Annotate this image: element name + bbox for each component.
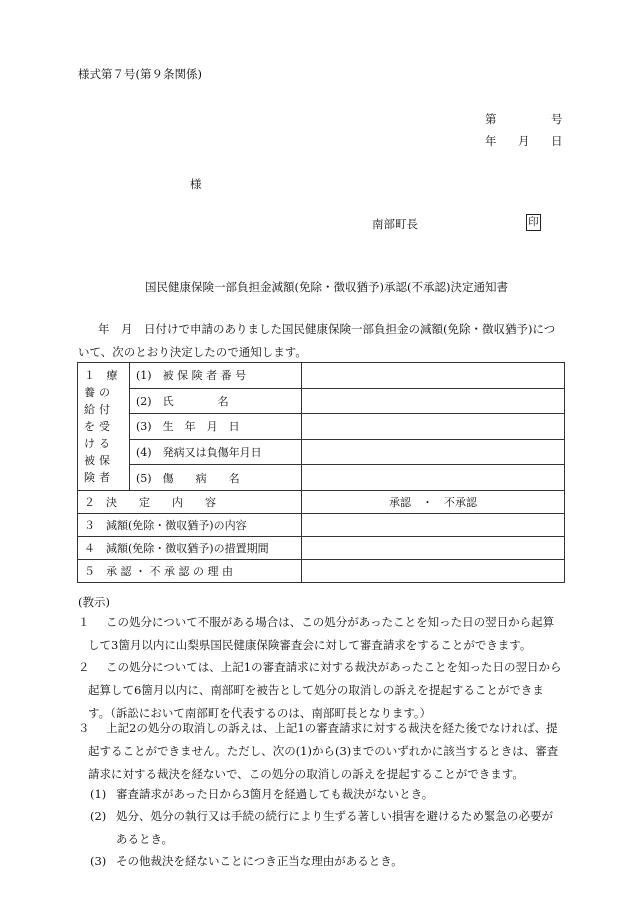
note-text: この処分については、上記1の審査請求に対する裁決があったことを知った日の翌日から起算して6箇月以内に、南部町を被告として処分の取消しの訴えを提起することができます。（訴訟において南部町を代表するのは、南部町長となります。）: [88, 660, 562, 720]
row-value-onset-date: [302, 439, 565, 465]
note-item: [78, 656, 564, 725]
table-row: [78, 414, 565, 440]
document-title: 国民健康保険一部負担金減額(免除・徴収猶予)承認(不承認)決定通知書: [145, 280, 508, 294]
note-number: ２: [78, 660, 90, 674]
row-value-name: [302, 388, 565, 414]
row-label-disease-name: (5) 傷 病 名: [130, 465, 302, 491]
note-item: [78, 611, 564, 657]
row-value-reason: [302, 560, 565, 583]
date-month: 月: [518, 134, 530, 148]
sub-item-text: 審査請求があった日から3箇月を経過しても裁決がないとき。: [116, 787, 434, 801]
date-day: 日: [551, 134, 563, 148]
table-row: [78, 363, 565, 389]
row-label-birthdate: (3) 生 年 月 日: [130, 414, 302, 440]
note-number: １: [78, 615, 90, 629]
notes-heading: (教示): [78, 595, 110, 609]
table-row: [78, 560, 565, 583]
intro-paragraph: 年 月 日付けで申請のありました国民健康保険一部負担金の減額(免除・徴収猶予)について、次のとおり決定したので通知します。: [78, 322, 556, 359]
note-item: [78, 717, 564, 786]
issue-date: [485, 133, 563, 149]
addressee-honorific: 様: [190, 177, 202, 191]
note-sub-item: [90, 850, 560, 873]
sub-item-text: 処分、処分の執行又は手続の続行により生ずる著しい損害を避けるため緊急の必要があるとき。: [116, 809, 553, 846]
document-number-suffix: 号: [551, 112, 563, 126]
table-row: [78, 537, 565, 560]
row-label-onset-date: (4) 発病又は負傷年月日: [130, 439, 302, 465]
table-row: [78, 388, 565, 414]
date-year: 年: [485, 134, 497, 148]
row-label-reason: ５ 承 認 ・ 不 承 認 の 理 由: [78, 560, 302, 583]
sub-item-number: (2): [90, 809, 107, 823]
row-value-reduction-period: [302, 537, 565, 560]
row-value-birthdate: [302, 414, 565, 440]
sub-item-number: (1): [90, 787, 107, 801]
table-row: [78, 491, 565, 514]
row-label-decision: ２ 決 定 内 容: [78, 491, 302, 514]
note-text: この処分について不服がある場合は、この処分があったことを知った日の翌日から起算して3箇月以内に山梨県国民健康保険審査会に対して審査請求をすることができます。: [88, 615, 555, 652]
row-value-insured-number: [302, 363, 565, 389]
note-text: 上記2の処分の取消しの訴えは、上記1の審査請求に対する裁決を経た後でなければ、提起することができません。ただし、次の(1)から(3)までのいずれかに該当するときは、審査請求に対する裁決を経ないで、この処分の取消しの訴えを提起することができます。: [88, 721, 559, 781]
row-label-reduction-content: ３ 減額(免除・徴収猶予)の内容: [78, 514, 302, 537]
form-number: 様式第７号(第９条関係): [78, 67, 202, 81]
table-row: [78, 514, 565, 537]
detail-table: [77, 362, 565, 583]
note-number: ３: [78, 721, 90, 735]
row-value-decision: 承認 ・ 不承認: [302, 491, 565, 514]
note-sub-item: [90, 805, 560, 851]
seal-mark: 印: [526, 214, 541, 231]
row-label-insured-number: (1) 被 保 険 者 番 号: [130, 363, 302, 389]
insured-group-label: １ 療養の給付を受ける被保険者: [78, 363, 130, 491]
table-row: [78, 439, 565, 465]
row-label-reduction-period: ４ 減額(免除・徴収猶予)の措置期間: [78, 537, 302, 560]
note-sub-item: [90, 783, 560, 806]
row-value-reduction-content: [302, 514, 565, 537]
issuer-title: 南部町長: [372, 217, 418, 231]
table-row: [78, 465, 565, 491]
row-value-disease-name: [302, 465, 565, 491]
document-number-label: 第: [485, 112, 497, 126]
sub-item-number: (3): [90, 854, 107, 868]
row-label-name: (2) 氏 名: [130, 388, 302, 414]
sub-item-text: その他裁決を経ないことにつき正当な理由があるとき。: [116, 854, 403, 868]
